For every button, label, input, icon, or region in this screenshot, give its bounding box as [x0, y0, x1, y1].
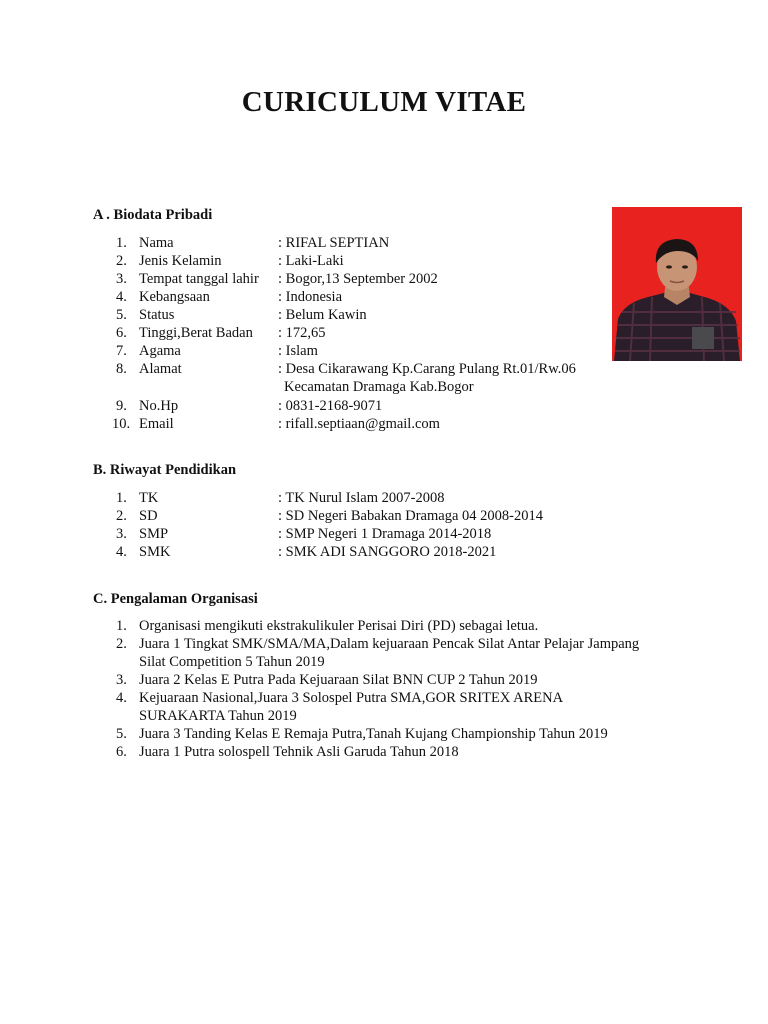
item-number: 4.: [116, 544, 127, 560]
organization-text: Juara 1 Putra solospell Tehnik Asli Garuda Tahun 2018: [139, 744, 459, 760]
item-number: 7.: [116, 343, 127, 359]
field-value: : RIFAL SEPTIAN: [278, 235, 390, 251]
item-number: 8.: [116, 361, 127, 377]
item-number: 3.: [116, 271, 127, 287]
field-value: : Belum Kawin: [278, 307, 367, 323]
school-level: SMP: [139, 526, 169, 542]
section-biodata-heading: A . Biodata Pribadi: [93, 207, 213, 223]
organization-text: Juara 3 Tanding Kelas E Remaja Putra,Tanah Kujang Championship Tahun 2019: [139, 726, 608, 742]
organization-text: Organisasi mengikuti ekstrakulikuler Perisai Diri (PD) sebagai letua.: [139, 618, 539, 634]
item-number: 1.: [116, 490, 127, 506]
field-label: Nama: [139, 235, 174, 251]
item-number: 2.: [116, 508, 127, 524]
field-value: : 172,65: [278, 325, 326, 341]
field-label: Jenis Kelamin: [139, 253, 222, 269]
field-value: : Indonesia: [278, 289, 343, 305]
item-number: 1.: [116, 235, 127, 251]
field-value: : Desa Cikarawang Kp.Carang Pulang Rt.01/Rw.06: [278, 361, 576, 377]
section-pendidikan-heading: B. Riwayat Pendidikan: [93, 462, 237, 478]
field-value: : Islam: [278, 343, 318, 359]
section-organisasi-heading: C. Pengalaman Organisasi: [93, 591, 258, 607]
field-label: Status: [139, 307, 175, 323]
organization-text: Juara 2 Kelas E Putra Pada Kejuaraan Silat BNN CUP 2 Tahun 2019: [139, 672, 538, 688]
field-label: Alamat: [139, 361, 182, 377]
school-level: SMK: [139, 544, 171, 560]
person-portrait-icon: [612, 207, 742, 361]
field-label: Tinggi,Berat Badan: [139, 325, 253, 341]
item-number: 4.: [116, 289, 127, 305]
page-title: CURICULUM VITAE: [241, 86, 527, 118]
field-value-continuation: Kecamatan Dramaga Kab.Bogor: [284, 379, 474, 395]
item-number: 3.: [116, 672, 127, 688]
school-level: SD: [139, 508, 158, 524]
item-number: 2.: [116, 636, 127, 652]
field-label: Email: [139, 416, 174, 432]
profile-photo: [612, 207, 742, 361]
school-level: TK: [139, 490, 159, 506]
item-number: 1.: [116, 618, 127, 634]
organization-text: SURAKARTA Tahun 2019: [139, 708, 297, 724]
field-label: Agama: [139, 343, 181, 359]
organization-text: Kejuaraan Nasional,Juara 3 Solospel Putra SMA,GOR SRITEX ARENA: [139, 690, 564, 706]
item-number: 10.: [112, 416, 131, 432]
organization-text: Juara 1 Tingkat SMK/SMA/MA,Dalam kejuaraan Pencak Silat Antar Pelajar Jampang: [139, 636, 640, 652]
school-detail: : SMK ADI SANGGORO 2018-2021: [278, 544, 497, 560]
field-value: : 0831-2168-9071: [278, 398, 383, 414]
email-value: : rifall.septiaan@gmail.com: [278, 416, 440, 432]
item-number: 6.: [116, 325, 127, 341]
school-detail: : TK Nurul Islam 2007-2008: [278, 490, 445, 506]
item-number: 2.: [116, 253, 127, 269]
school-detail: : SMP Negeri 1 Dramaga 2014-2018: [278, 526, 492, 542]
item-number: 5.: [116, 726, 127, 742]
item-number: 9.: [116, 398, 127, 414]
field-value: : Bogor,13 September 2002: [278, 271, 438, 287]
school-detail: : SD Negeri Babakan Dramaga 04 2008-2014: [278, 508, 543, 524]
item-number: 4.: [116, 690, 127, 706]
item-number: 5.: [116, 307, 127, 323]
item-number: 6.: [116, 744, 127, 760]
field-value: : Laki-Laki: [278, 253, 344, 269]
field-label: Kebangsaan: [139, 289, 210, 305]
item-number: 3.: [116, 526, 127, 542]
organization-text: Silat Competition 5 Tahun 2019: [139, 654, 325, 670]
field-label: Tempat tanggal lahir: [139, 271, 259, 287]
field-label: No.Hp: [139, 398, 179, 414]
